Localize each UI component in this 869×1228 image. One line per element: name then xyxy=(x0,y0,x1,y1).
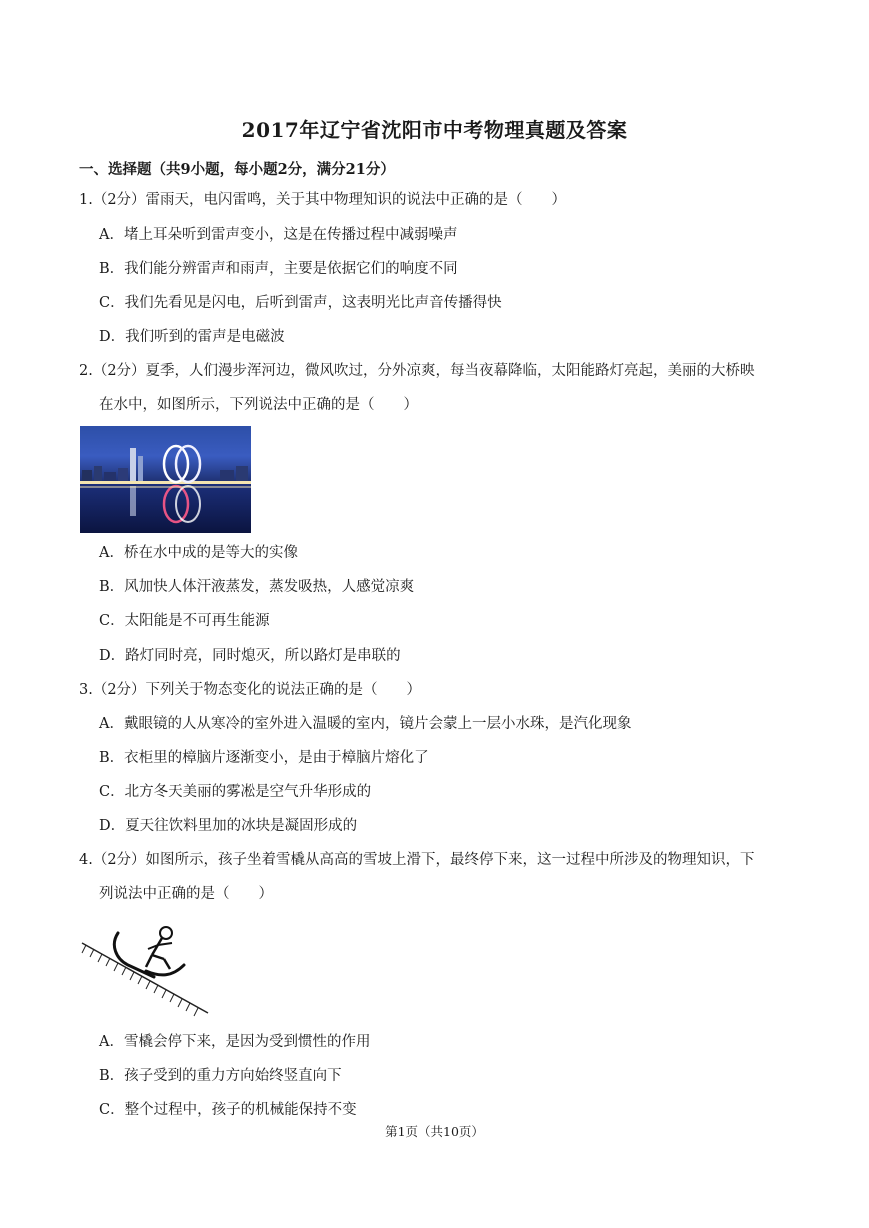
section-heading: 一、选择题（共9小题，每小题2分，满分21分） xyxy=(79,161,395,178)
question-3-option-c: C．北方冬天美丽的雾凇是空气升华形成的 xyxy=(99,784,372,800)
question-4-stem: 4.（2分）如图所示，孩子坐着雪橇从高高的雪坡上滑下，最终停下来，这一过程中所涉及的物理知识，下 xyxy=(79,852,755,868)
question-3-option-b: B．衣柜里的樟脑片逐渐变小，是由于樟脑片熔化了 xyxy=(99,750,429,766)
question-1-option-c: C．我们先看见是闪电，后听到雷声，这表明光比声音传播得快 xyxy=(99,295,502,311)
question-4-option-a: A．雪橇会停下来，是因为受到惯性的作用 xyxy=(99,1034,371,1050)
sled-slope-figure xyxy=(80,925,212,1017)
question-2-stem-cont: 在水中，如图所示，下列说法中正确的是（ ） xyxy=(99,397,418,413)
question-3-stem: 3.（2分）下列关于物态变化的说法正确的是（ ） xyxy=(79,682,422,698)
question-2-option-a: A．桥在水中成的是等大的实像 xyxy=(99,545,298,561)
question-2-stem: 2.（2分）夏季，人们漫步浑河边，微风吹过，分外凉爽，每当夜幕降临，太阳能路灯亮起，美丽的大桥映 xyxy=(79,363,755,379)
bridge-photo xyxy=(80,426,251,533)
page-title: 2017年辽宁省沈阳市中考物理真题及答案 xyxy=(241,118,628,142)
question-1-option-b: B．我们能分辨雷声和雨声，主要是依据它们的响度不同 xyxy=(99,261,458,277)
question-4-stem-cont: 列说法中正确的是（ ） xyxy=(99,886,273,902)
question-2-option-b: B．风加快人体汗液蒸发，蒸发吸热，人感觉凉爽 xyxy=(99,579,415,595)
page-footer: 第1页（共10页） xyxy=(385,1124,484,1139)
question-3-option-d: D．夏天往饮料里加的冰块是凝固形成的 xyxy=(99,818,358,834)
question-1-stem: 1.（2分）雷雨天，电闪雷鸣，关于其中物理知识的说法中正确的是（ ） xyxy=(79,192,567,208)
question-2-option-c: C．太阳能是不可再生能源 xyxy=(99,613,270,629)
question-3-option-a: A．戴眼镜的人从寒冷的室外进入温暖的室内，镜片会蒙上一层小水珠，是汽化现象 xyxy=(99,716,632,732)
question-4-option-c: C．整个过程中，孩子的机械能保持不变 xyxy=(99,1102,357,1118)
question-1-option-d: D．我们听到的雷声是电磁波 xyxy=(99,329,285,345)
question-4-option-b: B．孩子受到的重力方向始终竖直向下 xyxy=(99,1068,342,1084)
question-1-option-a: A．堵上耳朵听到雷声变小，这是在传播过程中减弱噪声 xyxy=(99,227,458,243)
question-2-option-d: D．路灯同时亮，同时熄灭，所以路灯是串联的 xyxy=(99,648,401,664)
